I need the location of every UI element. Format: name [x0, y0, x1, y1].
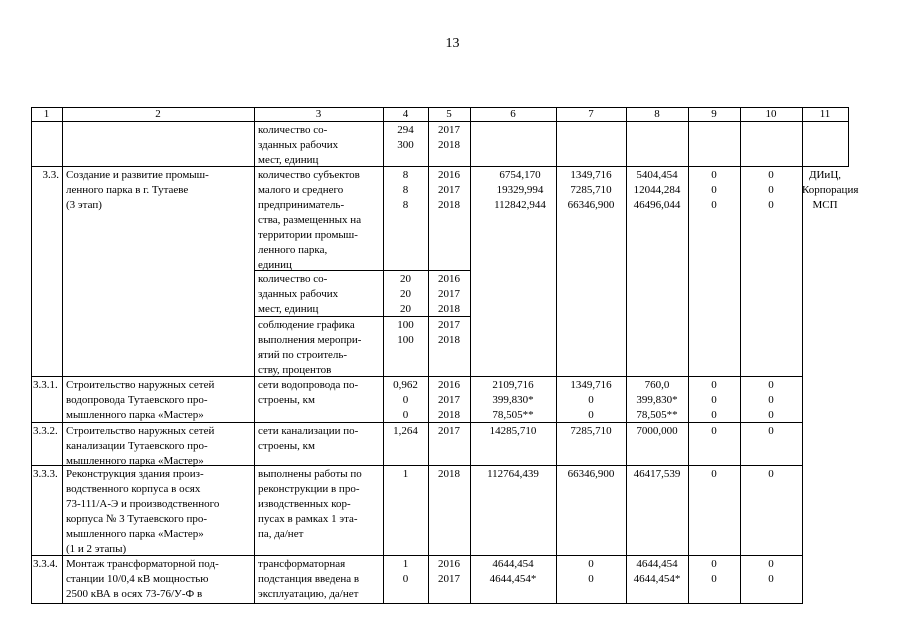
- row-number: 3.3.1.: [33, 379, 58, 391]
- amount-col-9: 0 0 0: [711, 169, 717, 211]
- activity-name: Строительство наружных сетей водопровода Тутаевского про- мышленного парка «Мастер»: [66, 379, 215, 421]
- indicator-cell: количество со- зданных рабочих мест, единиц: [258, 273, 339, 315]
- indicator-cell: количество со- зданных рабочих мест, единиц: [258, 124, 339, 166]
- amount-col-10: 0: [768, 468, 774, 480]
- amount-col-7: 1349,716 0 0: [570, 379, 612, 421]
- activity-name: Реконструкция здания произ- водственного корпуса в осях 73-111/А-Э и производственного корпуса № 3 Тутаевского про- мышленного парка «Мастер» (1 и 2 этапы): [66, 468, 220, 555]
- header-col-1: 1: [43, 108, 50, 120]
- amount-col-9: 0: [711, 468, 717, 480]
- year-cell: 2017 2018: [438, 319, 460, 346]
- amount-total: 6754,170 19329,994 112842,944: [494, 169, 546, 211]
- header-col-7: 7: [588, 108, 594, 120]
- year-cell: 2018: [438, 468, 460, 480]
- amount-col-8: 5404,454 12044,284 46496,044: [633, 169, 681, 211]
- indicator-cell: трансформаторная подстанция введена в эксплуатацию, да/нет: [258, 558, 360, 600]
- indicator-cell: сети канализации по- строены, км: [258, 425, 359, 452]
- value-cell: 8 8 8: [402, 169, 409, 211]
- amount-total: 2109,716 399,830* 78,505**: [492, 379, 534, 421]
- amount-col-7: 66346,900: [567, 468, 615, 480]
- amount-col-8: 46417,539: [633, 468, 681, 480]
- activity-name: Строительство наружных сетей канализации Тутаевского про- мышленного парка «Мастер»: [66, 425, 215, 467]
- amount-col-8: 7000,000: [636, 425, 678, 437]
- page-number: 13: [445, 36, 460, 51]
- year-cell: 2016 2017 2018: [438, 169, 460, 211]
- value-cell: 0,962 0 0: [393, 379, 418, 421]
- header-col-11: 11: [819, 108, 831, 120]
- row-number: 3.3.3.: [33, 468, 58, 480]
- indicator-cell: количество субъектов малого и среднего предприниматель- ства, размещенных на территории промыш- ленного парка, единиц: [258, 169, 362, 271]
- year-cell: 2016 2017: [438, 558, 460, 585]
- header-col-4: 4: [402, 108, 409, 120]
- activity-name: Монтаж трансформаторной под- станции 10/0,4 кВ мощностью 2500 кВА в осях 73-76/У-Ф в: [66, 558, 219, 600]
- row-number: 3.3.4.: [33, 558, 58, 570]
- indicator-cell: соблюдение графика выполнения меропри- ятий по строитель- ству, процентов: [258, 319, 362, 376]
- amount-col-10: 0 0: [768, 558, 774, 585]
- amount-total: 4644,454 4644,454*: [489, 558, 537, 585]
- header-col-2: 2: [155, 108, 161, 120]
- year-cell: 2017: [438, 425, 460, 437]
- header-col-6: 6: [510, 108, 516, 120]
- value-cell: 100 100: [397, 319, 414, 346]
- amount-col-9: 0 0 0: [711, 379, 717, 421]
- header-col-8: 8: [654, 108, 660, 120]
- amount-col-7: 7285,710: [570, 425, 612, 437]
- amount-col-9: 0: [711, 425, 717, 437]
- amount-col-8: 760,0 399,830* 78,505**: [636, 379, 678, 421]
- amount-total: 112764,439: [487, 468, 539, 480]
- amount-col-7: 0 0: [588, 558, 594, 585]
- amount-col-10: 0 0 0: [768, 379, 774, 421]
- year-cell: 2017 2018: [438, 124, 460, 151]
- executor-cell: ДИиЦ, Корпорация МСП: [802, 169, 859, 211]
- header-col-9: 9: [711, 108, 717, 120]
- value-cell: 1: [402, 468, 409, 480]
- amount-col-10: 0 0 0: [768, 169, 774, 211]
- year-cell: 2016 2017 2018: [438, 379, 460, 421]
- indicator-cell: сети водопровода по- строены, км: [258, 379, 359, 406]
- row-number: 3.3.2.: [33, 425, 58, 437]
- value-cell: 1,264: [393, 425, 418, 437]
- indicator-cell: выполнены работы по реконструкции в про- изводственных кор- пусах в рамках 1 эта- па, да/нет: [258, 468, 362, 540]
- amount-col-9: 0 0: [711, 558, 717, 585]
- row-number: 3.3.: [42, 169, 59, 181]
- value-cell: 1 0: [402, 558, 409, 585]
- year-cell: 2016 2017 2018: [438, 273, 460, 315]
- header-col-5: 5: [446, 108, 452, 120]
- amount-total: 14285,710: [489, 425, 537, 437]
- amount-col-10: 0: [768, 425, 774, 437]
- amount-col-8: 4644,454 4644,454*: [633, 558, 681, 585]
- header-col-3: 3: [315, 108, 322, 120]
- header-col-10: 10: [765, 108, 777, 120]
- value-cell: 294 300: [397, 124, 414, 151]
- amount-col-7: 1349,716 7285,710 66346,900: [567, 169, 615, 211]
- value-cell: 20 20 20: [400, 273, 411, 315]
- activity-name: Создание и развитие промыш- ленного парка в г. Тутаеве (3 этап): [66, 169, 209, 211]
